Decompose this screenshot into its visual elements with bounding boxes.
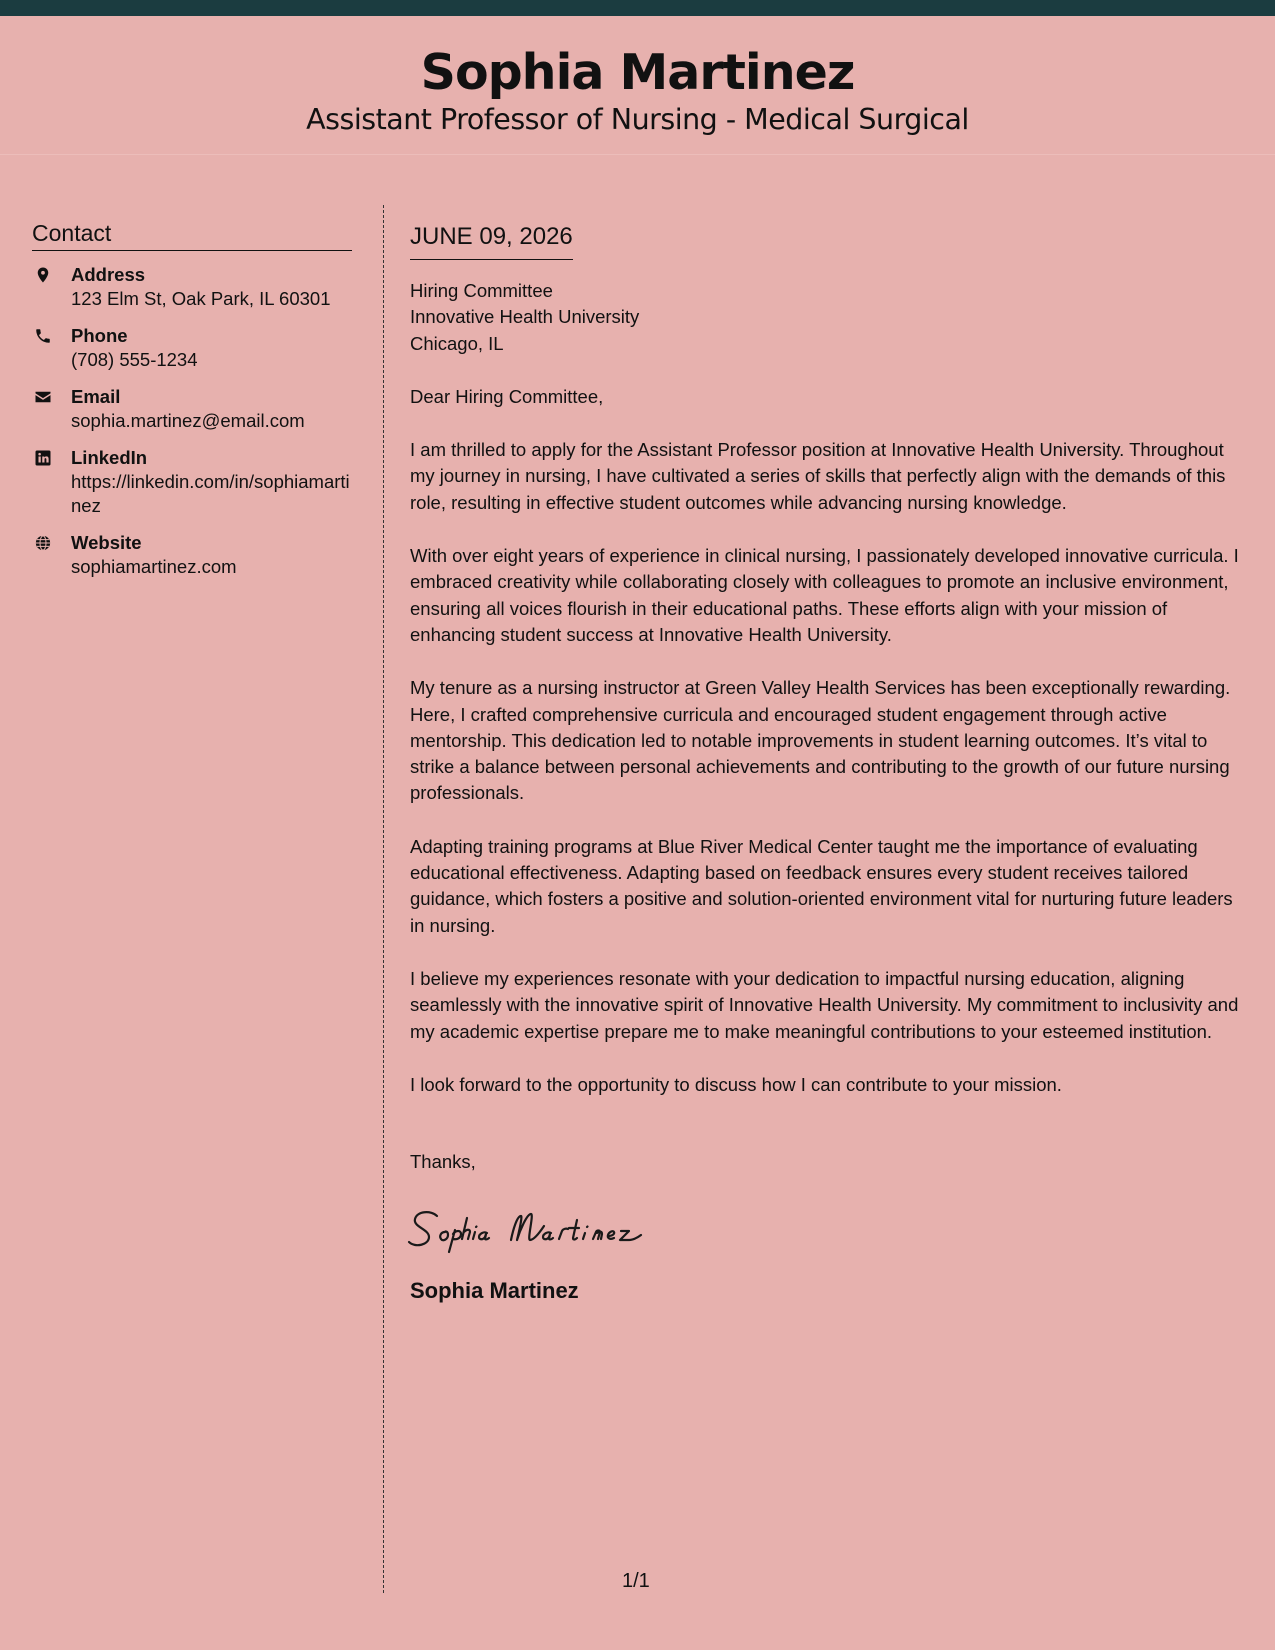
closing: Thanks, bbox=[410, 1151, 476, 1173]
body-paragraph: Adapting training programs at Blue River Medical Center taught me the importance of evaluating educational effectiveness. Adapting based on feedback ensures every student receives tailored guidance, which fosters a positive and solution-oriented environment vital for nurturing future leaders in nursing. bbox=[410, 835, 1233, 936]
phone-value: (708) 555-1234 bbox=[71, 349, 198, 370]
website-value[interactable]: sophiamartinez.com bbox=[71, 556, 237, 577]
salutation: Dear Hiring Committee, bbox=[410, 385, 604, 407]
applicant-name: Sophia Martinez bbox=[420, 44, 855, 101]
letter-date: JUNE 09, 2026 bbox=[410, 222, 573, 260]
linkedin-label: LinkedIn bbox=[71, 447, 148, 468]
envelope-icon bbox=[34, 388, 52, 406]
email-value: sophia.martinez@email.com bbox=[71, 410, 305, 431]
body-paragraph: With over eight years of experience in clinical nursing, I passionately developed innovative curricula. I embraced creativity while collaborating closely with colleagues to promote an inclusive environment, ensuring all voices flourish in their educational paths. These efforts align with your mission of enhancing student success at Innovative Health University. bbox=[410, 545, 1239, 645]
phone-icon bbox=[34, 327, 52, 345]
address-value: 123 Elm St, Oak Park, IL 60301 bbox=[71, 288, 331, 309]
body-paragraph: I look forward to the opportunity to discuss how I can contribute to your mission. bbox=[410, 1073, 1062, 1095]
top-accent-bar bbox=[0, 0, 1275, 16]
map-pin-icon bbox=[34, 266, 52, 284]
recipient-line: Hiring Committee bbox=[410, 280, 553, 301]
linkedin-icon bbox=[34, 449, 52, 467]
letter-body bbox=[410, 222, 1252, 1305]
job-title: Assistant Professor of Nursing - Medical Surgical bbox=[306, 103, 969, 136]
website-label: Website bbox=[71, 532, 142, 553]
body-paragraph: I believe my experiences resonate with your dedication to impactful nursing education, aligning seamlessly with the innovative spirit of Innovative Health University. My commitment to inclusivity and my academic expertise prepare me to make meaningful contributions to your esteemed institution. bbox=[410, 967, 1239, 1042]
signer-name: Sophia Martinez bbox=[410, 1278, 579, 1304]
contact-email bbox=[32, 385, 352, 433]
body-paragraph: My tenure as a nursing instructor at Green Valley Health Services has been exceptionally rewarding. Here, I crafted comprehensive curricula and encouraged student engagement through active mentorship. This dedication led to notable improvements in student learning outcomes. It’s vital to strike a balance between personal achievements and contributing to the growth of our future nursing professionals. bbox=[410, 677, 1231, 804]
recipient-line: Innovative Health University bbox=[410, 306, 640, 328]
contact-heading: Contact bbox=[32, 220, 352, 251]
handwritten-signature bbox=[407, 1202, 667, 1254]
page-header bbox=[0, 16, 1275, 155]
address-label: Address bbox=[71, 264, 146, 285]
contact-linkedin bbox=[32, 446, 352, 518]
column-divider bbox=[383, 205, 384, 1593]
page-number: 1/1 bbox=[622, 1570, 650, 1592]
linkedin-value[interactable]: https://linkedin.com/in/sophiamartinez bbox=[71, 471, 350, 516]
body-paragraph: I am thrilled to apply for the Assistant Professor position at Innovative Health University. Throughout my journey in nursing, I have cultivated a series of skills that perfectly align with the demands of this role, resulting in effective student outcomes while advancing nursing knowledge. bbox=[410, 439, 1226, 513]
globe-icon bbox=[34, 534, 52, 552]
phone-label: Phone bbox=[71, 325, 128, 346]
recipient-block bbox=[410, 278, 1252, 357]
recipient-line: Chicago, IL bbox=[410, 332, 504, 354]
contact-sidebar bbox=[32, 220, 352, 592]
contact-phone bbox=[32, 324, 352, 372]
contact-address bbox=[32, 263, 352, 311]
contact-website bbox=[32, 531, 352, 579]
email-label: Email bbox=[71, 386, 121, 407]
